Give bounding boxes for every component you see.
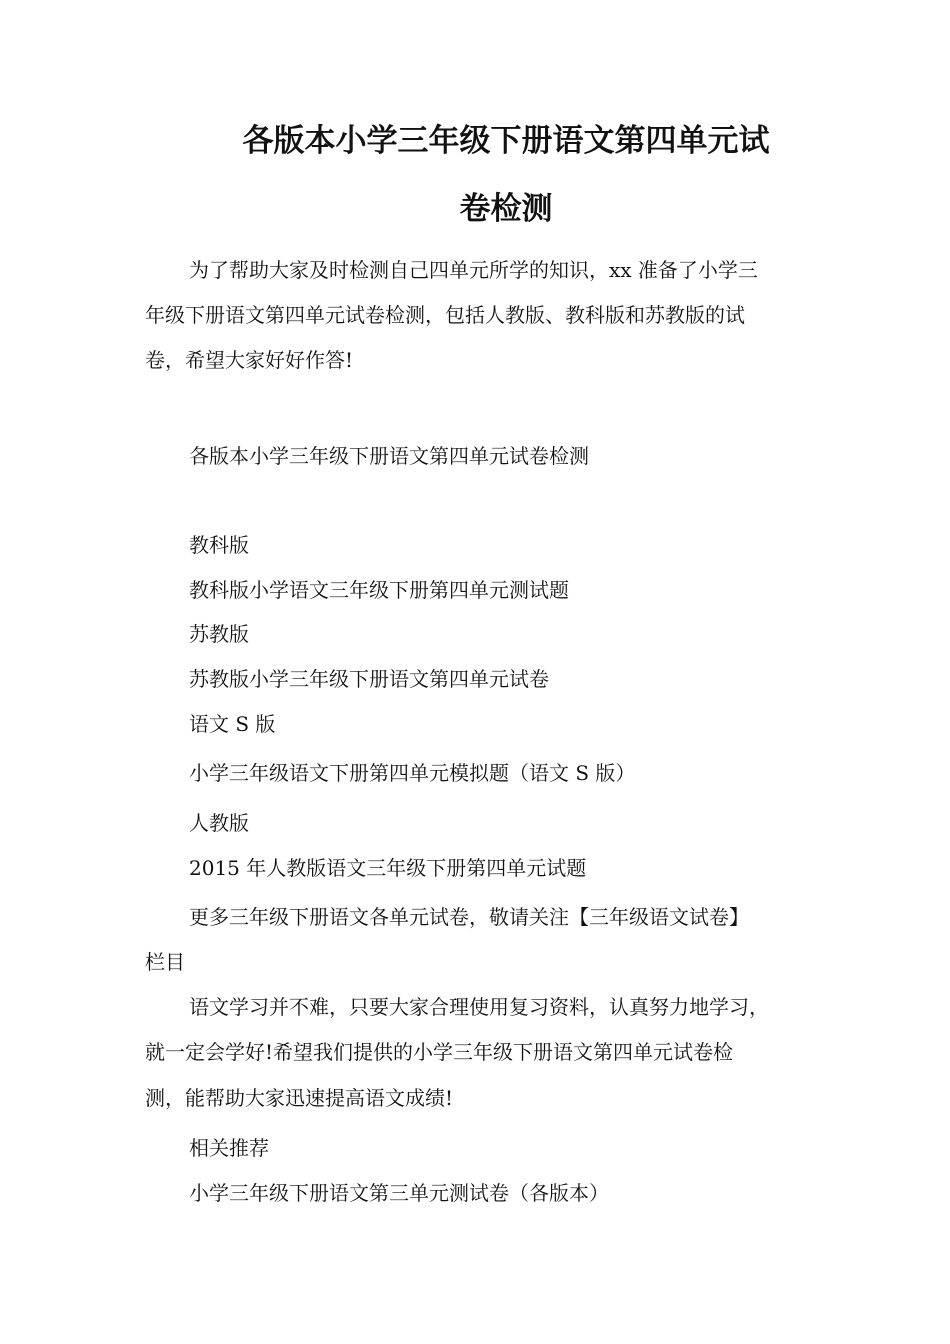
- related-link[interactable]: 小学三年级下册语文第三单元测试卷（各版本）: [189, 1181, 609, 1205]
- related-heading: 相关推荐: [189, 1136, 269, 1160]
- edition-label-renjiao: 人教版: [189, 811, 249, 835]
- edition-label-sujiao: 苏教版: [189, 622, 249, 646]
- edition-link-jiaoke[interactable]: 教科版小学语文三年级下册第四单元测试题: [189, 578, 569, 602]
- edition-label-jiaoke: 教科版: [189, 533, 249, 557]
- more-line-1: 更多三年级下册语文各单元试卷，敬请关注【三年级语文试卷】: [189, 905, 749, 929]
- document-title-line-2: 卷检测: [459, 191, 553, 227]
- edition-label-yuwen-s: 语文 S 版: [189, 712, 276, 736]
- edition-link-renjiao[interactable]: 2015 年人教版语文三年级下册第四单元试题: [189, 856, 587, 880]
- edition-link-yuwen-s[interactable]: 小学三年级语文下册第四单元模拟题（语文 S 版）: [189, 761, 636, 785]
- closing-line-1: 语文学习并不难，只要大家合理使用复习资料，认真努力地学习，: [189, 995, 769, 1019]
- closing-line-3: 测，能帮助大家迅速提高语文成绩!: [145, 1086, 454, 1110]
- intro-line-3: 卷，希望大家好好作答!: [145, 348, 354, 372]
- more-line-2: 栏目: [145, 950, 185, 974]
- section-subtitle: 各版本小学三年级下册语文第四单元试卷检测: [189, 444, 589, 468]
- document-title-line-1: 各版本小学三年级下册语文第四单元试: [242, 123, 770, 159]
- intro-line-2: 年级下册语文第四单元试卷检测，包括人教版、教科版和苏教版的试: [145, 303, 745, 327]
- intro-line-1: 为了帮助大家及时检测自己四单元所学的知识，xx 准备了小学三: [189, 258, 758, 282]
- closing-line-2: 就一定会学好!希望我们提供的小学三年级下册语文第四单元试卷检: [145, 1040, 734, 1064]
- edition-link-sujiao[interactable]: 苏教版小学三年级下册语文第四单元试卷: [189, 667, 549, 691]
